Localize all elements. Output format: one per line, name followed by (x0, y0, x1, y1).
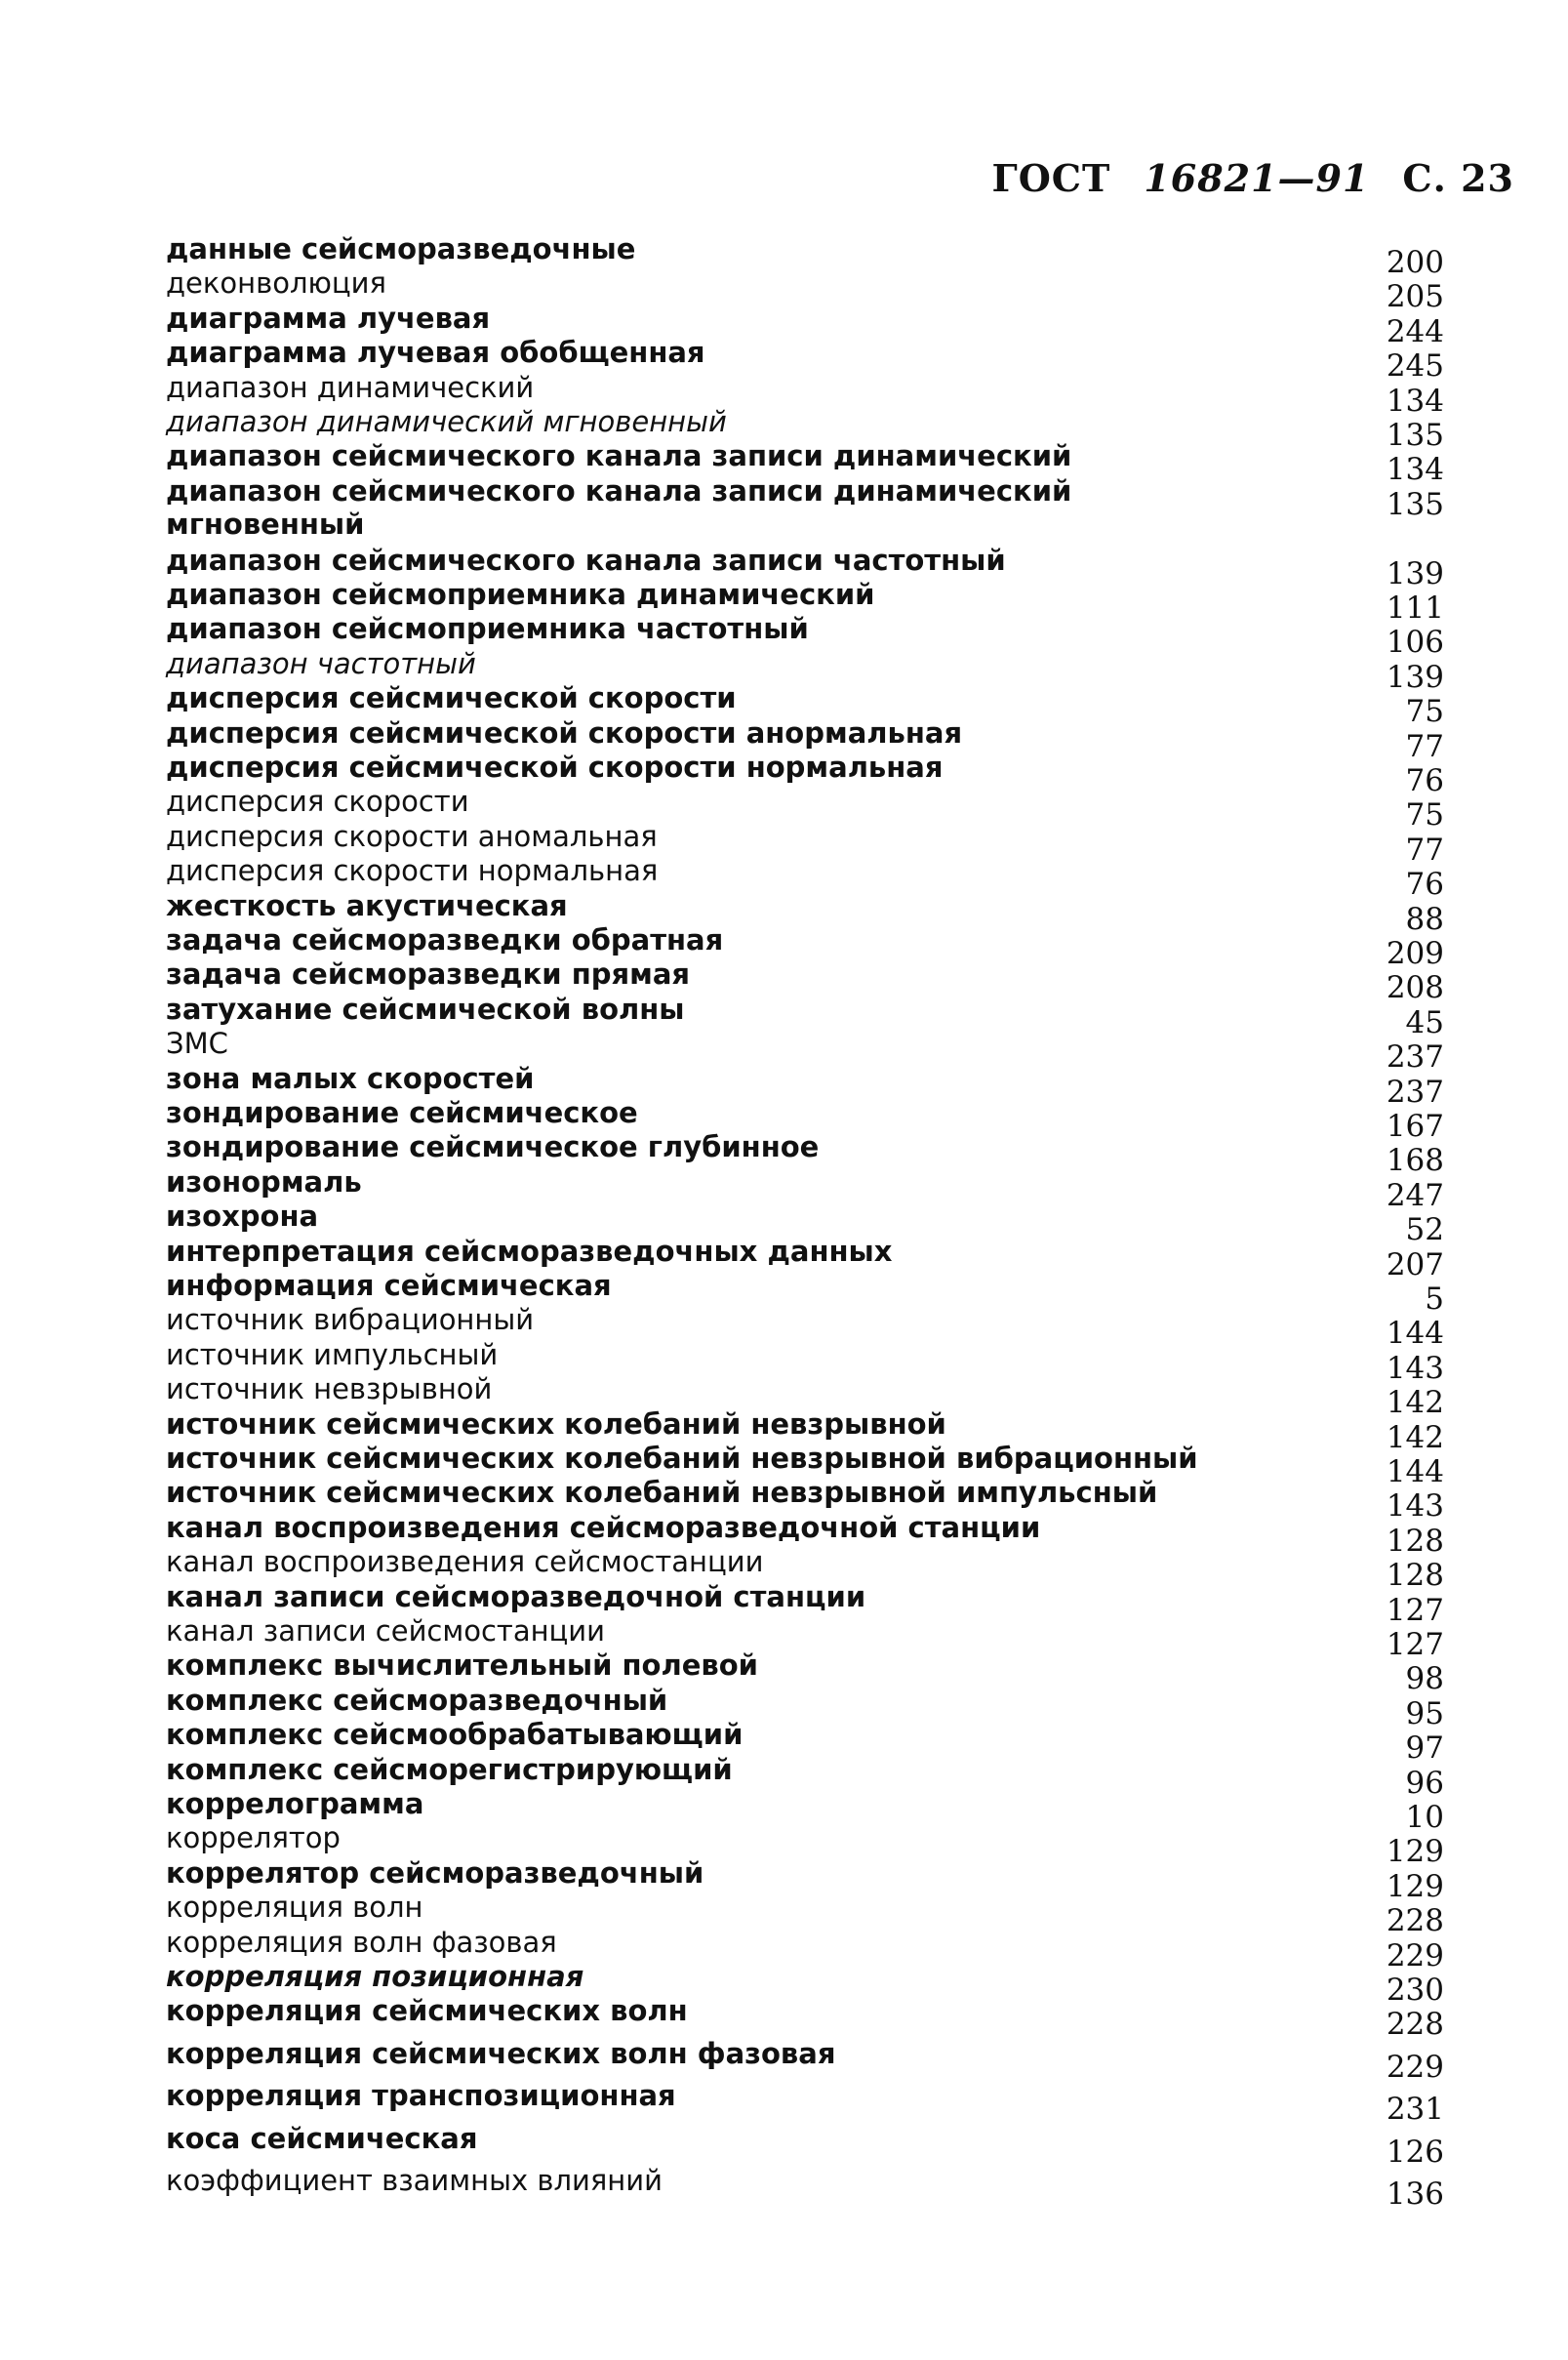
index-entry (0, 544, 1568, 591)
index-term: диапазон динамический (166, 371, 535, 404)
index-term: комплекс сейсморегистрирующий (166, 1753, 733, 1786)
index-entry (0, 2164, 1568, 2212)
index-entry (0, 1821, 1568, 1869)
index-entry (0, 474, 1568, 541)
index-page-number: 228 (1386, 1903, 1444, 1938)
index-entry (0, 957, 1568, 1005)
index-page-number: 134 (1386, 384, 1444, 419)
index-term: зондирование сейсмическое глубинное (166, 1130, 820, 1163)
index-term: корреляция волн фазовая (166, 1926, 557, 1959)
index-page-number: 88 (1405, 902, 1444, 937)
index-entry (0, 889, 1568, 937)
index-page-number: 10 (1405, 1800, 1444, 1835)
index-page-number: 77 (1405, 729, 1444, 764)
index-entry (0, 1648, 1568, 1696)
index-entry (0, 681, 1568, 729)
index-term: комплекс сейсморазведочный (166, 1684, 668, 1717)
index-term: изохрона (166, 1200, 319, 1233)
index-page-number: 200 (1386, 245, 1444, 280)
index-term: диапазон динамический мгновенный (166, 405, 727, 438)
index-page-number: 230 (1386, 1973, 1444, 2008)
index-term: корреляция транспозиционная (166, 2079, 676, 2112)
index-entry (0, 266, 1568, 314)
index-term: диапазон сейсмического канала записи динамический мгновенный (166, 474, 1072, 541)
index-entry (0, 302, 1568, 349)
header-gost: ГОСТ (991, 156, 1111, 200)
index-term: деконволюция (166, 266, 386, 300)
header-standard-number: 16821—91 (1144, 156, 1370, 200)
index-entry (0, 1545, 1568, 1593)
index-entry (0, 1269, 1568, 1317)
index-term: диаграмма лучевая (166, 302, 491, 335)
index-term: дисперсия сейсмической скорости нормальная (166, 751, 944, 784)
index-term: диапазон сейсмоприемника динамический (166, 578, 875, 611)
index-page-number: 142 (1386, 1420, 1444, 1455)
index-term: канал воспроизведения сейсмостанции (166, 1545, 764, 1578)
index-entry (0, 578, 1568, 626)
index-term: источник невзрывной (166, 1372, 493, 1405)
index-entry (0, 1511, 1568, 1559)
index-entry (0, 1442, 1568, 1489)
index-entry (0, 1165, 1568, 1213)
index-entry (0, 716, 1568, 764)
index-page-number: 237 (1386, 1039, 1444, 1075)
index-term: задача сейсморазведки обратная (166, 923, 724, 956)
index-page-number: 97 (1405, 1730, 1444, 1766)
index-page-number: 228 (1386, 2007, 1444, 2042)
index-entry (0, 1856, 1568, 1904)
index-page-number: 128 (1386, 1524, 1444, 1559)
index-entry (0, 1787, 1568, 1835)
index-entry (0, 820, 1568, 868)
index-entry (0, 1926, 1568, 1973)
index-term: коэффициент взаимных влияний (166, 2164, 663, 2197)
index-page-number: 139 (1386, 556, 1444, 591)
index-entry (0, 1476, 1568, 1524)
index-term: изонормаль (166, 1165, 362, 1199)
index-page-number: 143 (1386, 1488, 1444, 1524)
index-entry (0, 1718, 1568, 1766)
index-page-number: 245 (1386, 348, 1444, 384)
index-page-number: 76 (1405, 763, 1444, 798)
index-page-number: 136 (1386, 2177, 1444, 2212)
index-page-number: 144 (1386, 1454, 1444, 1489)
index-entry (0, 1407, 1568, 1455)
index-entry (0, 336, 1568, 384)
index-page-number: 237 (1386, 1075, 1444, 1110)
index-page-number: 135 (1386, 418, 1444, 453)
index-page-number: 205 (1386, 279, 1444, 314)
index-entry (0, 923, 1568, 971)
index-term: коррелятор сейсморазведочный (166, 1856, 704, 1890)
index-page-number: 45 (1405, 1005, 1444, 1040)
index-page-number: 143 (1386, 1351, 1444, 1386)
index-term: информация сейсмическая (166, 1269, 612, 1302)
index-page-number: 139 (1386, 660, 1444, 695)
index-term: дисперсия скорости нормальная (166, 854, 659, 887)
index-entry (0, 1235, 1568, 1282)
index-term: комплекс вычислительный полевой (166, 1648, 758, 1682)
index-term: ЗМС (166, 1027, 228, 1060)
index-entry (0, 1027, 1568, 1075)
index-term: дисперсия сейсмической скорости (166, 681, 737, 714)
index-term: диапазон сейсмического канала записи частотный (166, 544, 1006, 577)
index-entry (0, 993, 1568, 1040)
index-entry (0, 1753, 1568, 1801)
index-entry (0, 232, 1568, 280)
index-entry (0, 2122, 1568, 2170)
index-page-number: 207 (1386, 1247, 1444, 1282)
index-entry (0, 1372, 1568, 1420)
index-term: зона малых скоростей (166, 1062, 535, 1095)
index-term: корреляция волн (166, 1891, 423, 1924)
index-entry (0, 647, 1568, 695)
index-page-number: 129 (1386, 1834, 1444, 1869)
index-entry (0, 612, 1568, 660)
index-page-number: 76 (1405, 867, 1444, 902)
index-page-number: 77 (1405, 833, 1444, 868)
index-term: комплекс сейсмообрабатывающий (166, 1718, 744, 1751)
index-page-number: 244 (1386, 314, 1444, 349)
index-page-number: 229 (1386, 2050, 1444, 2085)
index-page-number: 127 (1386, 1593, 1444, 1628)
index-entry (0, 1096, 1568, 1144)
index-term: источник вибрационный (166, 1303, 535, 1336)
index-entry (0, 1130, 1568, 1178)
index-page-number: 111 (1386, 590, 1444, 626)
index-term: данные сейсморазведочные (166, 232, 636, 265)
index-page-number: 208 (1386, 970, 1444, 1005)
index-entry (0, 1684, 1568, 1731)
index-term: диапазон сейсмического канала записи динамический (166, 439, 1072, 472)
index-entry (0, 1338, 1568, 1386)
index-page-number: 167 (1386, 1109, 1444, 1144)
index-term: канал записи сейсморазведочной станции (166, 1580, 866, 1613)
index-term: дисперсия скорости аномальная (166, 820, 658, 853)
index-page-number: 129 (1386, 1869, 1444, 1904)
index-term: диапазон сейсмоприемника частотный (166, 612, 809, 645)
index-term: канал записи сейсмостанции (166, 1614, 605, 1648)
index-term: коса сейсмическая (166, 2122, 478, 2155)
index-entry (0, 439, 1568, 487)
index-entry (0, 854, 1568, 902)
index-page-number: 126 (1386, 2135, 1444, 2170)
index-term: источник сейсмических колебаний невзрывной импульсный (166, 1476, 1158, 1509)
index-entry (0, 2037, 1568, 2085)
index-term: корреляция сейсмических волн фазовая (166, 2037, 836, 2070)
index-term: диаграмма лучевая обобщенная (166, 336, 705, 369)
index-term: жесткость акустическая (166, 889, 568, 922)
index-entry (0, 1994, 1568, 2042)
index-page-number: 75 (1405, 694, 1444, 729)
index-page-number: 127 (1386, 1627, 1444, 1662)
index-page-number: 98 (1405, 1661, 1444, 1696)
index-entry (0, 1960, 1568, 2008)
index-term: коррелятор (166, 1821, 341, 1854)
index-page-number: 95 (1405, 1696, 1444, 1731)
index-page-number: 106 (1386, 625, 1444, 660)
index-entry (0, 1200, 1568, 1247)
index-page-number: 209 (1386, 936, 1444, 971)
index-page-number: 96 (1405, 1766, 1444, 1801)
index-entry (0, 785, 1568, 833)
index-term: источник импульсный (166, 1338, 499, 1371)
index-entry (0, 1062, 1568, 1110)
index-page-number: 128 (1386, 1558, 1444, 1593)
index-page-number: 134 (1386, 452, 1444, 487)
index-term: источник сейсмических колебаний невзрывной (166, 1407, 946, 1441)
index-entry (0, 1580, 1568, 1628)
index-page-number: 142 (1386, 1385, 1444, 1420)
index-entry (0, 405, 1568, 453)
index-entry (0, 1891, 1568, 1938)
index-term: диапазон частотный (166, 647, 476, 680)
index-page-number: 144 (1386, 1316, 1444, 1351)
index-term: корреляция сейсмических волн (166, 1994, 688, 2027)
index-term: источник сейсмических колебаний невзрывной вибрационный (166, 1442, 1198, 1475)
header-page-number: С. 23 (1402, 156, 1514, 200)
index-page-number: 135 (1386, 487, 1444, 522)
index-term: дисперсия скорости (166, 785, 469, 818)
index-entry (0, 371, 1568, 419)
index-entry (0, 2079, 1568, 2127)
index-term: корреляция позиционная (166, 1960, 584, 1993)
index-page-number: 247 (1386, 1178, 1444, 1213)
index-term: зондирование сейсмическое (166, 1096, 638, 1129)
index-page-number: 5 (1425, 1282, 1444, 1317)
index-term: канал воспроизведения сейсморазведочной станции (166, 1511, 1041, 1544)
index-term: интерпретация сейсморазведочных данных (166, 1235, 893, 1268)
index-page-number: 52 (1405, 1212, 1444, 1247)
index-page-number: 75 (1405, 797, 1444, 833)
index-page-number: 168 (1386, 1143, 1444, 1178)
index-term: задача сейсморазведки прямая (166, 957, 691, 991)
index-term: затухание сейсмической волны (166, 993, 685, 1026)
index-page-number: 231 (1386, 2092, 1444, 2127)
index-entry (0, 751, 1568, 798)
index-term: коррелограмма (166, 1787, 424, 1820)
index-page-number: 229 (1386, 1938, 1444, 1973)
index-entry (0, 1303, 1568, 1351)
index-term: дисперсия сейсмической скорости анормальная (166, 716, 963, 750)
index-entry (0, 1614, 1568, 1662)
